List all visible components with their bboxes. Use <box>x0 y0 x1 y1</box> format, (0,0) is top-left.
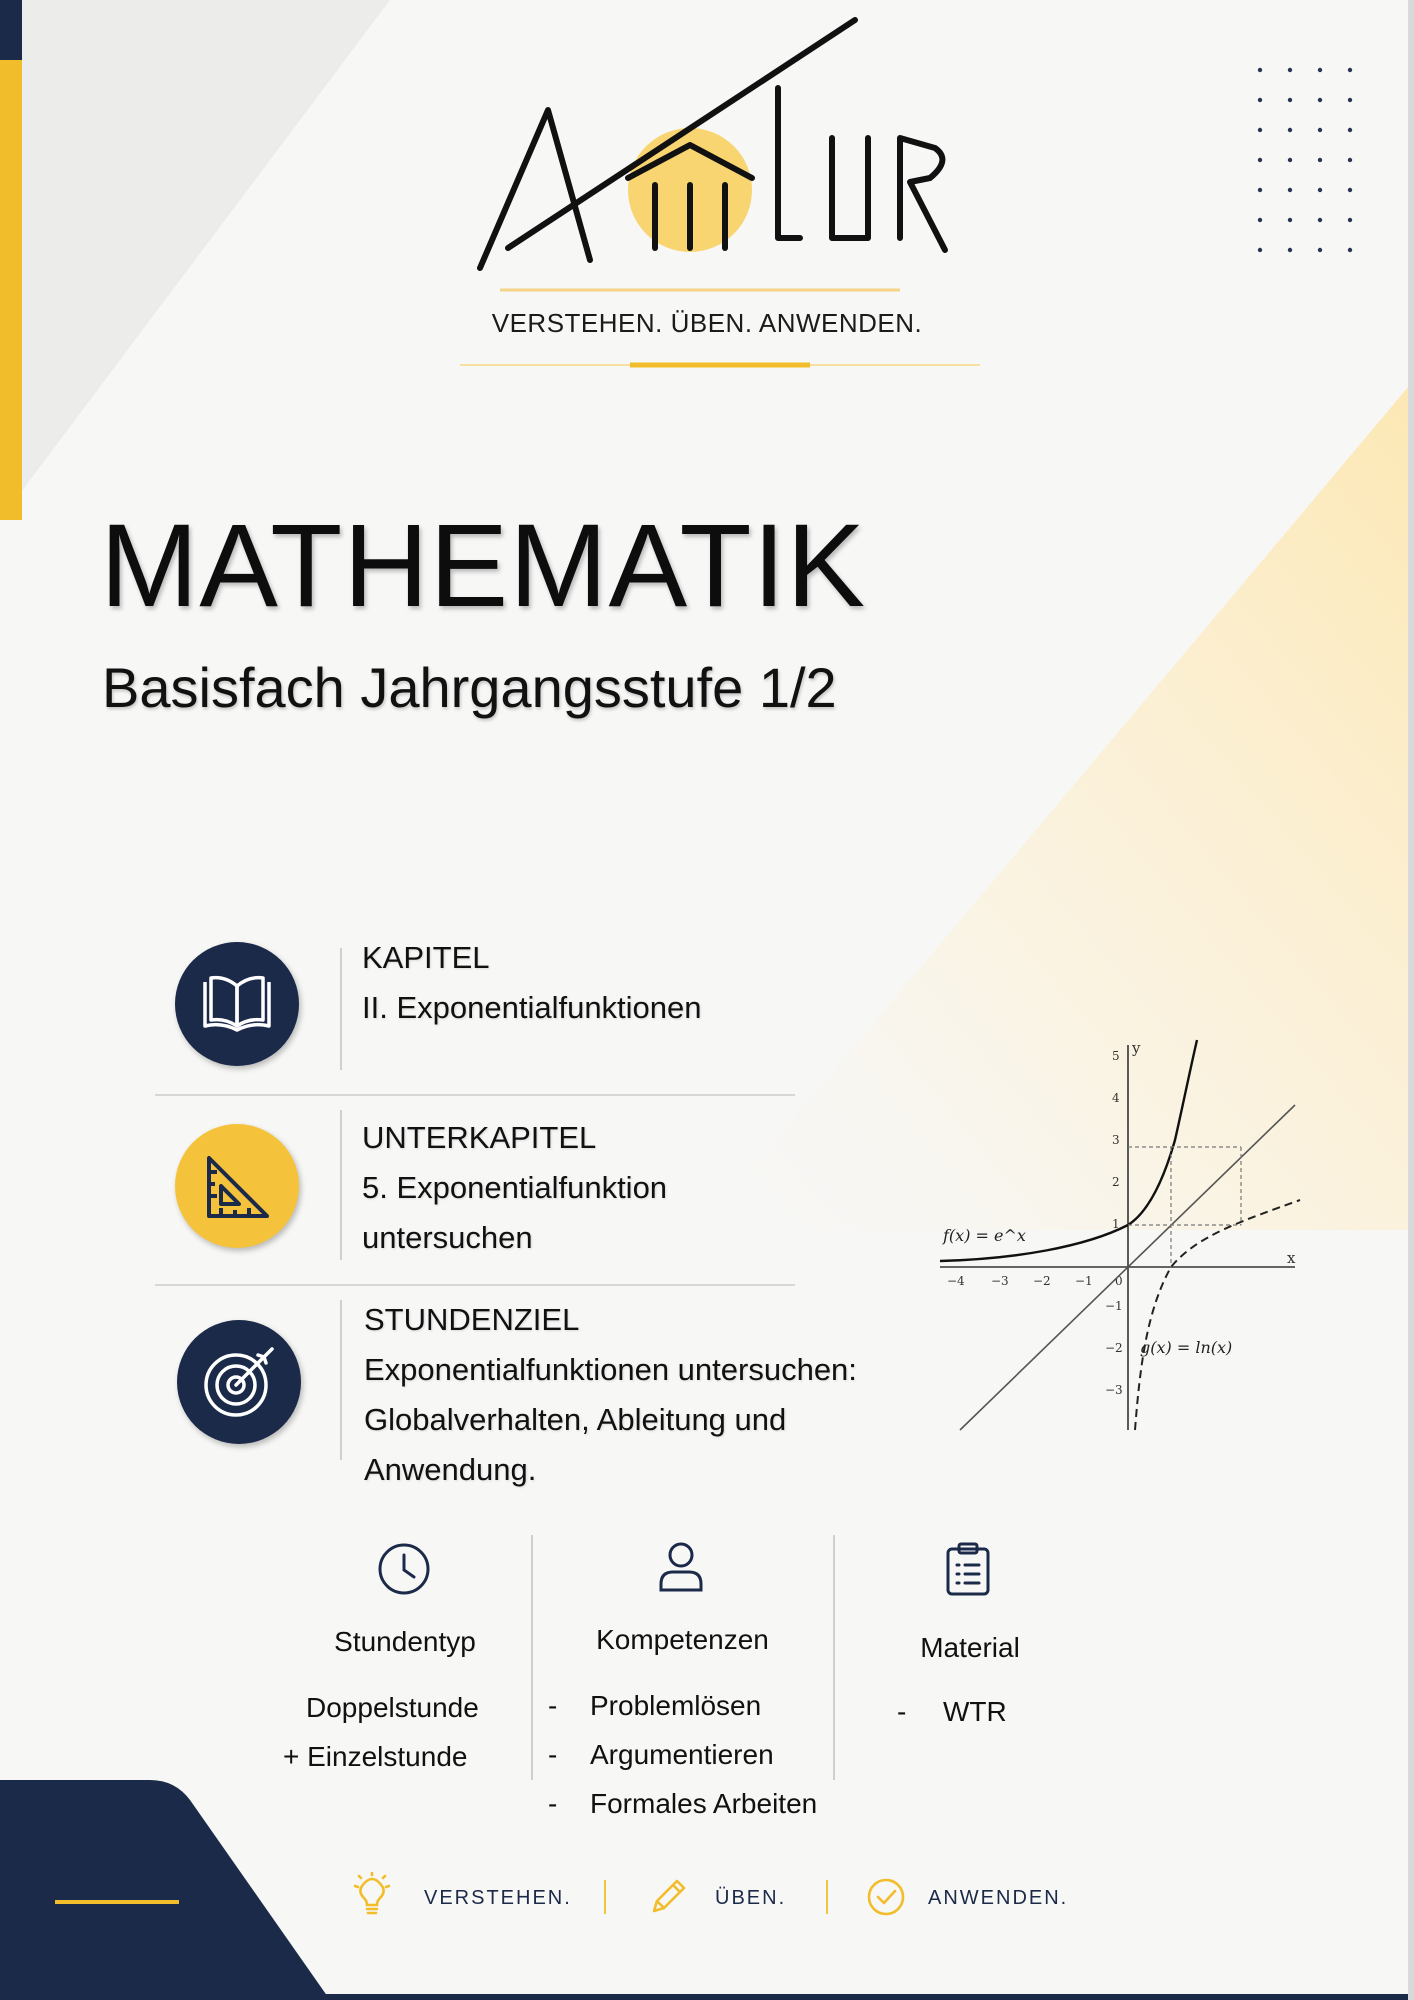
y-tick: 3 <box>1112 1133 1120 1147</box>
unterkapitel-heading: UNTERKAPITEL <box>362 1120 597 1155</box>
stundenziel-line-3: Anwendung. <box>364 1452 537 1487</box>
stundenziel-line-2: Globalverhalten, Ableitung und <box>364 1402 787 1437</box>
stundenziel-heading: STUNDENZIEL <box>364 1302 580 1337</box>
kompetenzen-item: Problemlösen <box>590 1690 762 1721</box>
stundenziel-divider <box>340 1300 342 1460</box>
clipboard-icon <box>943 1541 993 1597</box>
unterkapitel-badge <box>175 1124 299 1248</box>
footer-label-ueben: ÜBEN. <box>715 1887 787 1909</box>
f-label: f(x) = e^x <box>943 1226 1026 1245</box>
x-tick: −4 <box>947 1274 965 1288</box>
page-subtitle: Basisfach Jahrgangsstufe 1/2 <box>102 656 837 719</box>
kapitel-divider <box>340 948 342 1070</box>
kompetenzen-item: Formales Arbeiten <box>590 1788 818 1819</box>
page-title: MATHEMATIK <box>100 500 867 632</box>
y-tick: 4 <box>1112 1091 1120 1105</box>
y-axis-label: y <box>1132 1039 1141 1057</box>
y-tick: 5 <box>1112 1049 1120 1063</box>
footer-label-verstehen: VERSTEHEN. <box>424 1887 572 1909</box>
y-tick: −1 <box>1105 1299 1123 1313</box>
column-divider <box>833 1535 835 1780</box>
x-tick: −2 <box>1033 1274 1051 1288</box>
y-tick: −3 <box>1105 1383 1123 1397</box>
unterkapitel-line-2: untersuchen <box>362 1220 533 1255</box>
kapitel-heading: KAPITEL <box>362 940 490 975</box>
x-tick: 0 <box>1115 1274 1123 1288</box>
section-separator <box>155 1094 795 1096</box>
kompetenzen-bullet: - <box>548 1739 558 1770</box>
person-icon <box>653 1538 709 1594</box>
kompetenzen-bullet: - <box>548 1690 558 1721</box>
y-tick: 2 <box>1112 1175 1120 1189</box>
stundenziel-badge <box>177 1320 301 1444</box>
material-heading: Material <box>920 1632 1020 1663</box>
check-circle-icon <box>865 1876 907 1918</box>
clock-icon <box>376 1541 432 1597</box>
kapitel-block <box>362 933 702 1033</box>
tagline-underline <box>460 360 980 370</box>
target-icon <box>196 1339 282 1425</box>
brand-logo <box>460 10 960 300</box>
footer-label-anwenden: ANWENDEN. <box>928 1887 1069 1909</box>
kapitel-badge <box>175 942 299 1066</box>
ln-curve <box>1135 1200 1300 1430</box>
unterkapitel-line-1: 5. Exponentialfunktion <box>362 1170 668 1205</box>
footer-divider <box>604 1880 606 1914</box>
kompetenzen-item: Argumentieren <box>590 1739 774 1770</box>
x-tick: −1 <box>1075 1274 1093 1288</box>
footer-divider <box>826 1880 828 1914</box>
stundenziel-line-1: Exponentialfunktionen untersuchen: <box>364 1352 857 1387</box>
y-tick: −2 <box>1105 1341 1123 1355</box>
stundentyp-item: Doppelstunde <box>306 1692 479 1723</box>
x-axis-label: x <box>1287 1249 1296 1267</box>
g-label: g(x) = ln(x) <box>1140 1338 1233 1357</box>
brand-tagline: VERSTEHEN. ÜBEN. ANWENDEN. <box>491 308 923 338</box>
material-item: WTR <box>943 1696 1007 1727</box>
material-bullet: - <box>897 1696 907 1727</box>
column-divider <box>531 1535 533 1780</box>
kapitel-line: II. Exponentialfunktionen <box>362 990 702 1025</box>
stundentyp-heading: Stundentyp <box>334 1626 476 1657</box>
lightbulb-icon <box>350 1872 394 1920</box>
pencil-icon <box>648 1875 690 1917</box>
kompetenzen-bullet: - <box>548 1788 558 1819</box>
function-graph <box>935 1035 1305 1435</box>
stundenziel-block <box>364 1295 857 1495</box>
stundentyp-item: + Einzelstunde <box>283 1741 468 1772</box>
set-square-icon <box>197 1146 277 1226</box>
book-icon <box>197 964 277 1044</box>
y-tick: 1 <box>1112 1217 1120 1231</box>
kompetenzen-heading: Kompetenzen <box>596 1624 769 1655</box>
dot-grid <box>1250 60 1360 260</box>
unterkapitel-block <box>362 1113 667 1263</box>
section-separator <box>155 1284 795 1286</box>
x-tick: −3 <box>991 1274 1009 1288</box>
unterkapitel-divider <box>340 1110 342 1260</box>
